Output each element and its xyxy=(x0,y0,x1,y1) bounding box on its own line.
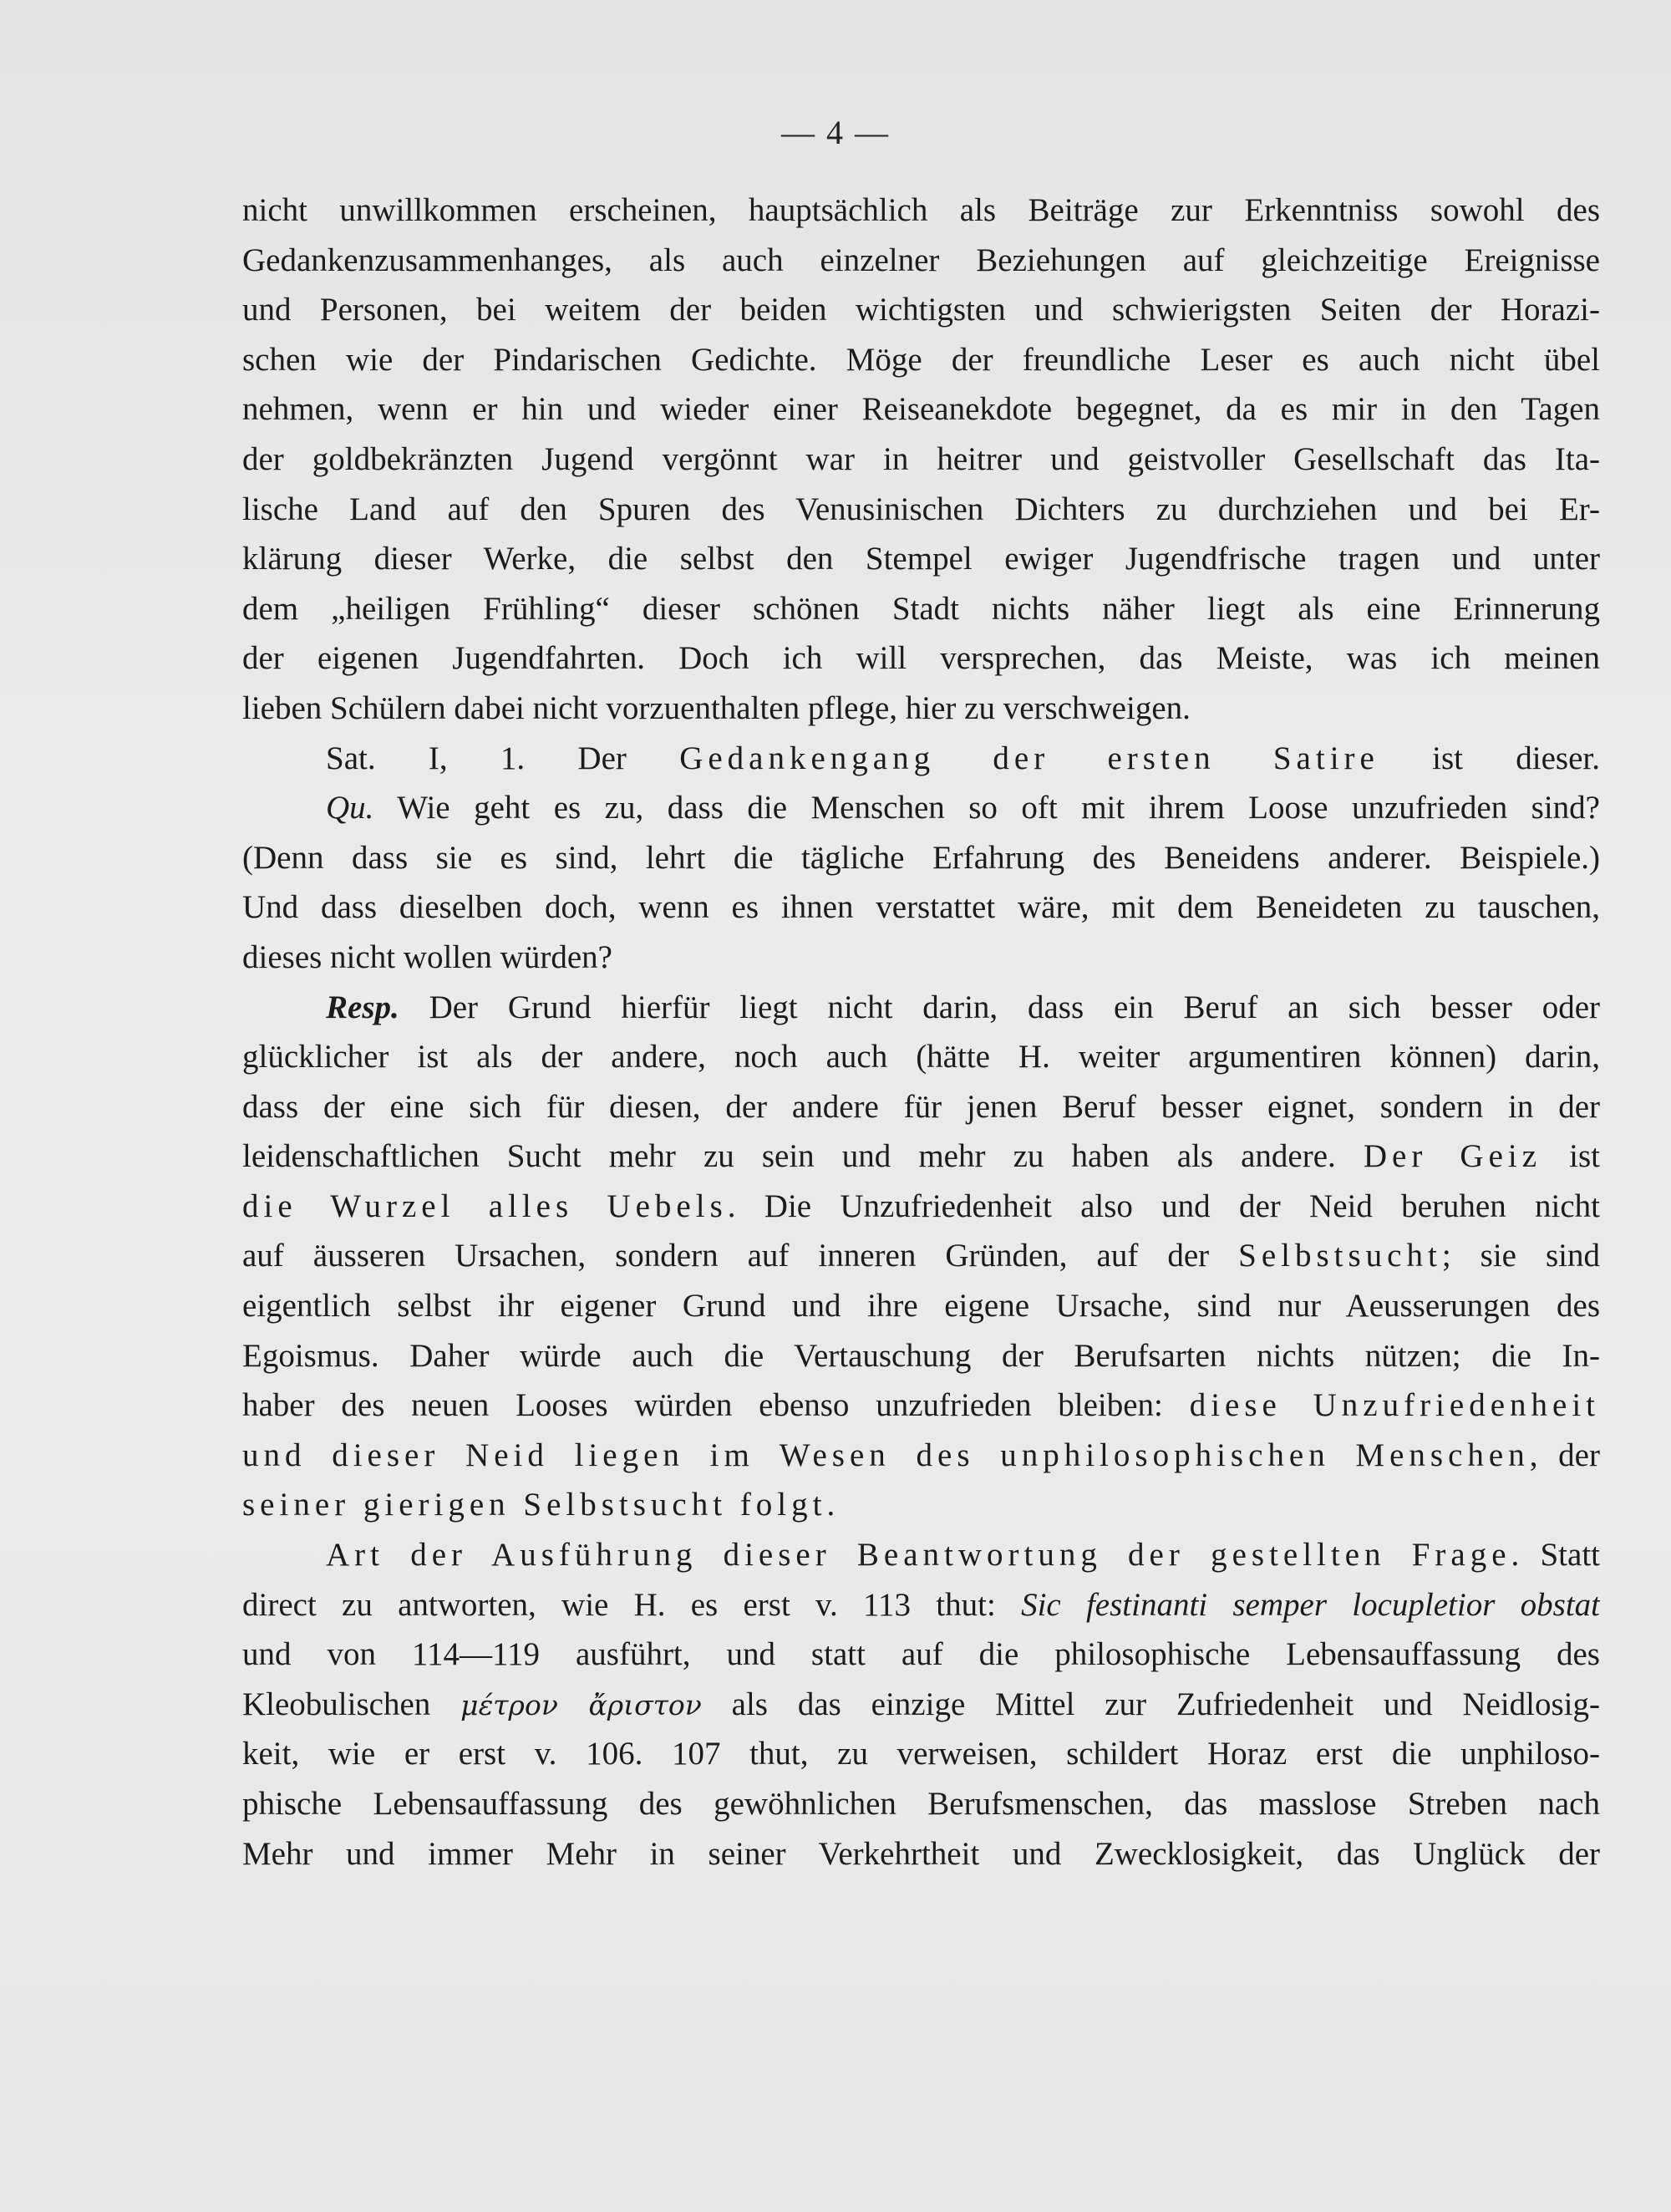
text-line: nicht unwillkommen erscheinen, hauptsächlich als Beiträge zur Erkenntniss sowohl des xyxy=(242,192,1600,228)
text-line xyxy=(242,1431,1600,1481)
text-line: lische Land auf den Spuren des Venusinischen Dichters zu durchziehen und bei Er- xyxy=(242,491,1600,527)
text-line xyxy=(242,1680,1600,1730)
text-run: ist xyxy=(1541,1138,1600,1175)
spaced-emphasis: diese Unzufriedenheit xyxy=(1189,1387,1600,1424)
text-line: eigentlich selbst ihr eigener Grund und ihre eigene Ursache, sind nur Aeusserungen des xyxy=(242,1288,1600,1325)
text-line: (Denn dass sie es sind, lehrt die tägliche Erfahrung des Beneidens anderer. Beispiele.) xyxy=(242,839,1600,876)
text-line xyxy=(242,1580,1600,1630)
text-line: dieses nicht wollen würden? xyxy=(242,938,612,975)
text-run: , der xyxy=(1529,1437,1600,1473)
text-line xyxy=(242,1381,1600,1431)
text-line: schen wie der Pindarischen Gedichte. Möge der freundliche Leser es auch nicht übel xyxy=(242,341,1600,378)
text-line: nehmen, wenn er hin und wieder einer Reiseanekdote begegnet, da es mir in den Tagen xyxy=(242,391,1600,428)
text-line: Mehr und immer Mehr in seiner Verkehrtheit und Zwecklosigkeit, das Unglück der xyxy=(242,1835,1600,1872)
text-line xyxy=(242,783,1600,833)
text-run: ist dieser. xyxy=(1379,740,1600,776)
spaced-emphasis: Selbstsucht xyxy=(1238,1238,1442,1274)
text-line xyxy=(242,1131,1600,1182)
text-line xyxy=(242,734,1600,784)
spaced-emphasis: seiner gierigen Selbstsucht folgt xyxy=(242,1487,827,1523)
text-line: klärung dieser Werke, die selbst den Stempel ewiger Jugendfrische tragen und unter xyxy=(242,541,1600,577)
text-line xyxy=(242,983,1600,1033)
text-line: glücklicher ist als der andere, noch auch (hätte H. weiter argumentiren können) darin, xyxy=(242,1039,1600,1075)
text-line: lieben Schülern dabei nicht vorzuenthalten pflege, hier zu verschweigen. xyxy=(242,689,1191,726)
text-run: . xyxy=(826,1487,836,1523)
text-line: dem „heiligen Frühling“ dieser schönen Stadt nichts näher liegt als eine Erinnerung xyxy=(242,590,1600,627)
text-line xyxy=(242,1530,1600,1580)
text-line: Und dass dieselben doch, wenn es ihnen verstattet wäre, mit dem Beneideten zu tauschen, xyxy=(242,889,1600,926)
body-text xyxy=(242,186,1600,1879)
text-run: direct zu antworten, wie H. es erst v. 113 thut: xyxy=(242,1586,1022,1623)
text-run: Sat. I, 1. Der xyxy=(326,740,680,776)
text-run: ; sie sind xyxy=(1441,1238,1600,1274)
text-line: keit, wie er erst v. 106. 107 thut, zu verweisen, schildert Horaz erst die unphiloso- xyxy=(242,1736,1600,1772)
spaced-emphasis: Der Geiz xyxy=(1363,1138,1542,1175)
text-line: und von 114—119 ausführt, und statt auf die philosophische Lebensauffassung des xyxy=(242,1636,1600,1673)
spaced-emphasis: und dieser Neid liegen im Wesen des unphilosophischen Menschen xyxy=(242,1437,1530,1473)
question-label: Qu. xyxy=(326,790,374,826)
text-line xyxy=(242,1231,1600,1281)
text-line: dass der eine sich für diesen, der andere für jenen Beruf besser eignet, sondern in der xyxy=(242,1088,1600,1125)
text-run: als das einzige Mittel zur Zufriedenheit und Neidlosig- xyxy=(701,1686,1600,1722)
text-run: leidenschaftlichen Sucht mehr zu sein und mehr zu haben als andere. xyxy=(242,1138,1364,1175)
greek-quote: μέτρον ἄριστον xyxy=(460,1688,702,1721)
text-run: haber des neuen Looses würden ebenso unzufrieden bleiben: xyxy=(242,1387,1190,1424)
text-line: und Personen, bei weitem der beiden wichtigsten und schwierigsten Seiten der Horazi- xyxy=(242,292,1600,328)
text-run: Kleobulischen xyxy=(242,1686,461,1722)
text-line: Gedankenzusammenhanges, als auch einzelner Beziehungen auf gleichzeitige Ereignisse xyxy=(242,242,1600,278)
text-run: Wie geht es zu, dass die Menschen so oft mit ihrem Loose unzufrieden sind? xyxy=(373,790,1600,826)
response-label: Resp. xyxy=(326,989,399,1025)
text-run: Der Grund hierfür liegt nicht darin, dass ein Beruf an sich besser oder xyxy=(399,989,1600,1025)
text-line: phische Lebensauffassung des gewöhnlichen Berufsmenschen, das masslose Streben nach xyxy=(242,1786,1600,1822)
text-run: . Die Unzufriedenheit also und der Neid beruhen nicht xyxy=(727,1187,1600,1224)
text-line: der goldbekränzten Jugend vergönnt war in heitrer und geistvoller Gesellschaft das Ita- xyxy=(242,440,1600,477)
text-run: auf äusseren Ursachen, sondern auf inneren Gründen, auf der xyxy=(242,1238,1239,1274)
text-line xyxy=(242,1182,1600,1232)
text-line: der eigenen Jugendfahrten. Doch ich will versprechen, das Meiste, was ich meinen xyxy=(242,640,1600,677)
spaced-emphasis: Gedankengang der ersten Satire xyxy=(679,740,1379,776)
text-line: Egoismus. Daher würde auch die Vertauschung der Berufsarten nichts nützen; die In- xyxy=(242,1337,1600,1374)
text-run: . Statt xyxy=(1511,1537,1600,1574)
spaced-emphasis: Art der Ausführung dieser Beantwortung der gestellten Frage xyxy=(326,1537,1511,1574)
text-line xyxy=(242,1480,1600,1530)
latin-quote: Sic festinanti semper locupletior obstat xyxy=(1021,1586,1600,1623)
page-number: — 4 — xyxy=(781,114,890,151)
spaced-emphasis: die Wurzel alles Uebels xyxy=(242,1187,728,1224)
